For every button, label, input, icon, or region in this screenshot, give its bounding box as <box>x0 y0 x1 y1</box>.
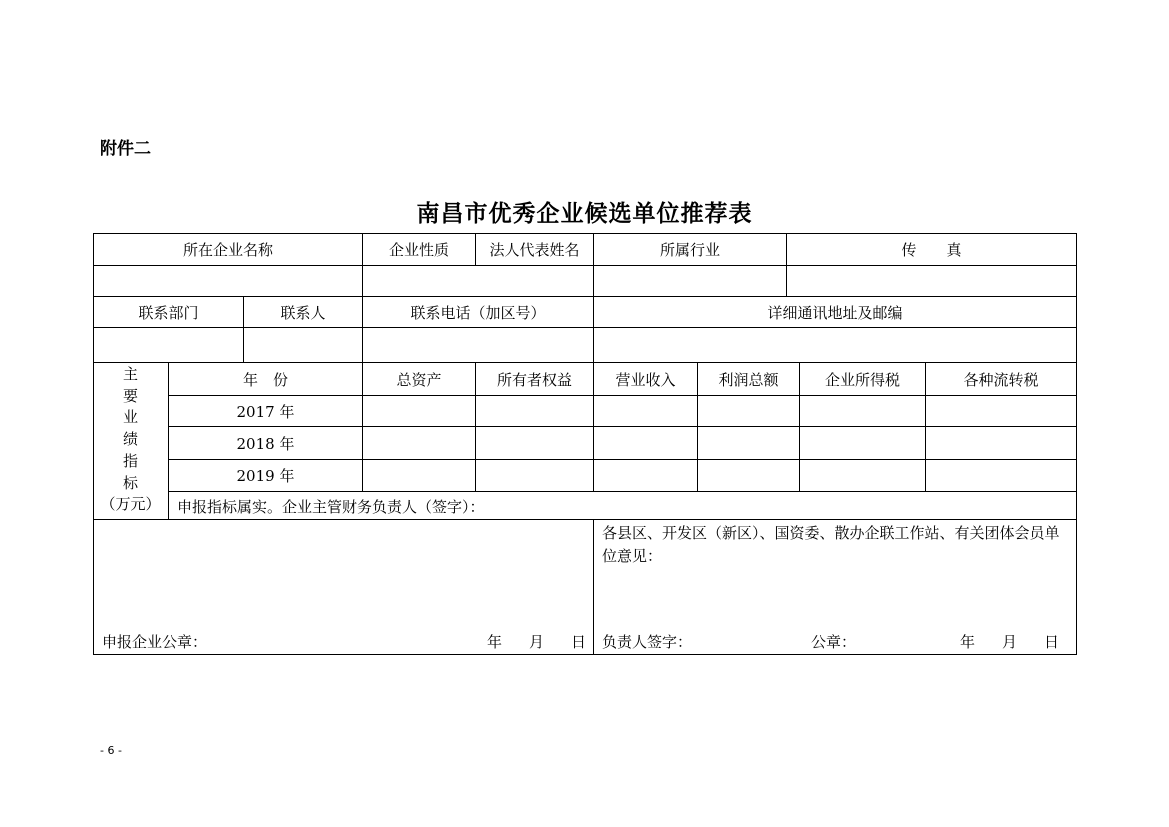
field-contact[interactable] <box>244 328 362 362</box>
header-income-tax: 企业所得税 <box>824 370 900 389</box>
header-total-assets: 总资产 <box>396 370 442 389</box>
header-phone: 联系电话（加区号） <box>410 303 546 322</box>
field-industry[interactable] <box>594 266 786 296</box>
side-label-unit: （万元） <box>100 495 161 514</box>
side-label-char: 要 <box>122 386 138 405</box>
date-day-label: 日 <box>571 633 587 651</box>
indicator-row-2018[interactable] <box>363 427 1076 459</box>
field-company-name[interactable] <box>94 266 362 296</box>
side-label-char: 绩 <box>122 430 138 449</box>
field-department[interactable] <box>94 328 243 362</box>
year-row-label: 2019 年 <box>236 467 295 485</box>
header-turnover-tax: 各种流转税 <box>963 370 1039 389</box>
header-fax: 传 真 <box>901 241 962 259</box>
responsible-signature-label: 负责人签字： <box>602 633 693 651</box>
financial-declaration: 申报指标属实。企业主管财务负责人（签字）： <box>177 498 485 516</box>
header-contact: 联系人 <box>280 303 326 322</box>
field-company-type-legal-rep[interactable] <box>363 266 593 296</box>
company-seal-label: 申报企业公章： <box>102 633 208 651</box>
header-revenue: 营业收入 <box>615 370 676 389</box>
header-owners-equity: 所有者权益 <box>496 370 572 389</box>
field-phone[interactable] <box>363 328 593 362</box>
header-total-profit: 利润总额 <box>718 370 779 389</box>
annex-label: 附件二 <box>100 139 151 159</box>
indicator-row-2019[interactable] <box>363 460 1076 491</box>
header-address: 详细通讯地址及邮编 <box>767 303 903 322</box>
side-label-char: 主 <box>122 365 138 383</box>
date-month-label: 月 <box>529 633 545 651</box>
indicator-row-2017[interactable] <box>363 396 1076 426</box>
date-month-label: 月 <box>1002 633 1018 651</box>
header-company-name: 所在企业名称 <box>182 241 273 259</box>
date-year-label: 年 <box>960 633 976 651</box>
form-title: 南昌市优秀企业候选单位推荐表 <box>416 201 753 227</box>
header-company-type: 企业性质 <box>388 241 449 259</box>
date-day-label: 日 <box>1044 633 1060 651</box>
header-year: 年 份 <box>242 370 288 389</box>
field-address[interactable] <box>594 328 1076 362</box>
indicators-side-label <box>94 364 167 516</box>
header-industry: 所属行业 <box>659 241 720 259</box>
official-seal-label: 公章： <box>811 633 857 651</box>
year-row-label: 2017 年 <box>236 402 295 421</box>
header-legal-rep: 法人代表姓名 <box>489 241 580 259</box>
agency-opinion-label: 各县区、开发区（新区）、国资委、散办企联工作站、有关团体会员单位意见： <box>602 524 1060 565</box>
year-row-label: 2018 年 <box>236 434 295 453</box>
date-year-label: 年 <box>487 633 503 651</box>
side-label-char: 业 <box>122 408 138 427</box>
page-number: - 6 - <box>100 744 122 757</box>
side-label-char: 标 <box>122 473 138 492</box>
field-fax[interactable] <box>787 266 1076 296</box>
side-label-char: 指 <box>122 451 138 470</box>
header-department: 联系部门 <box>138 303 199 322</box>
